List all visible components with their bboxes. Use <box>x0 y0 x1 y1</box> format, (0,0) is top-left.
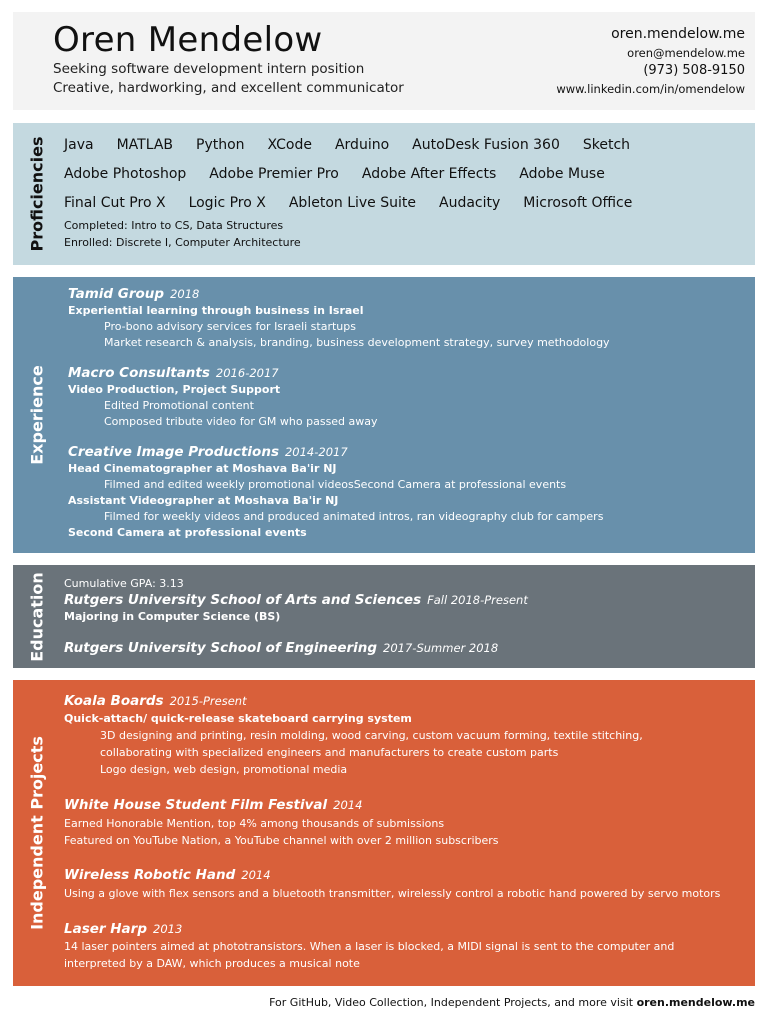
skill-item: AutoDesk Fusion 360 <box>412 137 560 153</box>
section-label: Experience <box>27 365 47 465</box>
project-detail: Earned Honorable Mention, top 4% among thousands of submissions <box>64 817 445 830</box>
job-detail: Edited Promotional content <box>104 399 254 412</box>
project-title: Laser Harp 2013 <box>64 921 183 937</box>
projects-section <box>13 680 755 986</box>
job-date: 2014-2017 <box>284 445 348 459</box>
job-title: Macro Consultants 2016-2017 <box>68 365 279 381</box>
section-label: Independent Projects <box>27 736 47 930</box>
website-link[interactable]: oren.mendelow.me <box>611 26 745 42</box>
project-date: 2015-Present <box>169 694 247 708</box>
completed-courses: Completed: Intro to CS, Data Structures <box>64 219 284 232</box>
footer-link[interactable]: oren.mendelow.me <box>636 996 755 1009</box>
job-detail: Filmed and edited weekly promotional videosSecond Camera at professional events <box>104 478 567 491</box>
project-detail: collaborating with specialized engineers and manufacturers to create custom parts <box>100 746 559 759</box>
footer-note: For GitHub, Video Collection, Independent Projects, and more visit oren.mendelow.me <box>269 996 755 1009</box>
job-subtitle: Experiential learning through business in Israel <box>68 304 364 317</box>
tagline-objective: Seeking software development intern position <box>53 61 365 77</box>
skill-item: Final Cut Pro X <box>64 195 166 211</box>
section-label: Education <box>27 571 47 662</box>
project-detail: Featured on YouTube Nation, a YouTube channel with over 2 million subscribers <box>64 834 499 847</box>
job-subtitle: Head Cinematographer at Moshava Ba'ir NJ <box>68 462 337 475</box>
project-detail: 14 laser pointers aimed at phototransistors. When a laser is blocked, a MIDI signal is sent to the computer and <box>64 940 675 953</box>
candidate-name: Oren Mendelow <box>53 20 323 60</box>
project-date: 2014 <box>333 798 363 812</box>
project-detail: interpreted by a DAW, which produces a musical note <box>64 957 360 970</box>
job-subtitle: Video Production, Project Support <box>68 383 281 396</box>
tagline-traits: Creative, hardworking, and excellent communicator <box>53 80 404 96</box>
skill-item: Microsoft Office <box>523 195 633 211</box>
school-title: Rutgers University School of Arts and Sciences Fall 2018-Present <box>64 592 528 608</box>
skill-item: MATLAB <box>116 137 174 153</box>
skills-row <box>64 192 655 211</box>
job-detail: Pro-bono advisory services for Israeli startups <box>104 320 356 333</box>
job-title: Tamid Group 2018 <box>68 286 200 302</box>
project-title: White House Student Film Festival 2014 <box>64 797 363 813</box>
skill-item: Adobe Muse <box>519 166 605 182</box>
project-date: 2013 <box>153 922 183 936</box>
school-title: Rutgers University School of Engineering 2017-Summer 2018 <box>64 640 499 656</box>
job-subtitle: Assistant Videographer at Moshava Ba'ir NJ <box>68 494 339 507</box>
job-title: Creative Image Productions 2014-2017 <box>68 444 348 460</box>
school-date: 2017-Summer 2018 <box>383 641 499 655</box>
skill-item: Adobe Photoshop <box>64 166 187 182</box>
project-subtitle: Quick-attach/ quick-release skateboard carrying system <box>64 712 412 725</box>
skill-item: Python <box>196 137 245 153</box>
skill-item: Audacity <box>439 195 501 211</box>
resume-header <box>13 12 755 110</box>
school-date: Fall 2018-Present <box>427 593 528 607</box>
job-detail: Composed tribute video for GM who passed away <box>104 415 378 428</box>
project-title: Koala Boards 2015-Present <box>64 693 247 709</box>
skill-item: Logic Pro X <box>188 195 266 211</box>
education-section <box>13 565 755 668</box>
skill-item: Ableton Live Suite <box>288 195 416 211</box>
skills-row <box>64 163 628 182</box>
skill-item: Adobe Premier Pro <box>209 166 339 182</box>
school-subtitle: Majoring in Computer Science (BS) <box>64 610 281 623</box>
enrolled-courses: Enrolled: Discrete I, Computer Architecture <box>64 236 301 249</box>
job-detail: Filmed for weekly videos and produced animated intros, ran videography club for campers <box>104 510 604 523</box>
email-link[interactable]: oren@mendelow.me <box>627 46 745 60</box>
job-subtitle: Second Camera at professional events <box>68 526 307 539</box>
project-title: Wireless Robotic Hand 2014 <box>64 867 271 883</box>
experience-section <box>13 277 755 553</box>
job-date: 2016-2017 <box>215 366 279 380</box>
job-date: 2018 <box>170 287 200 301</box>
proficiencies-section <box>13 123 755 265</box>
project-date: 2014 <box>241 868 271 882</box>
project-detail: Using a glove with flex sensors and a bluetooth transmitter, wirelessly control a robotic hand powered by servo motors <box>64 887 721 900</box>
job-detail: Market research & analysis, branding, business development strategy, survey methodology <box>104 336 610 349</box>
project-detail: 3D designing and printing, resin molding, wood carving, custom vacuum forming, textile stitching, <box>100 729 643 742</box>
skill-item: Adobe After Effects <box>361 166 497 182</box>
phone-number: (973) 508-9150 <box>643 63 745 78</box>
linkedin-link[interactable]: www.linkedin.com/in/omendelow <box>556 82 745 96</box>
skill-item: Java <box>64 137 94 153</box>
section-label: Proficiencies <box>27 136 47 252</box>
skills-row <box>64 134 653 153</box>
skill-item: XCode <box>267 137 312 153</box>
skill-item: Sketch <box>582 137 631 153</box>
gpa: Cumulative GPA: 3.13 <box>64 577 184 590</box>
skill-item: Arduino <box>334 137 390 153</box>
project-detail: Logo design, web design, promotional media <box>100 763 348 776</box>
